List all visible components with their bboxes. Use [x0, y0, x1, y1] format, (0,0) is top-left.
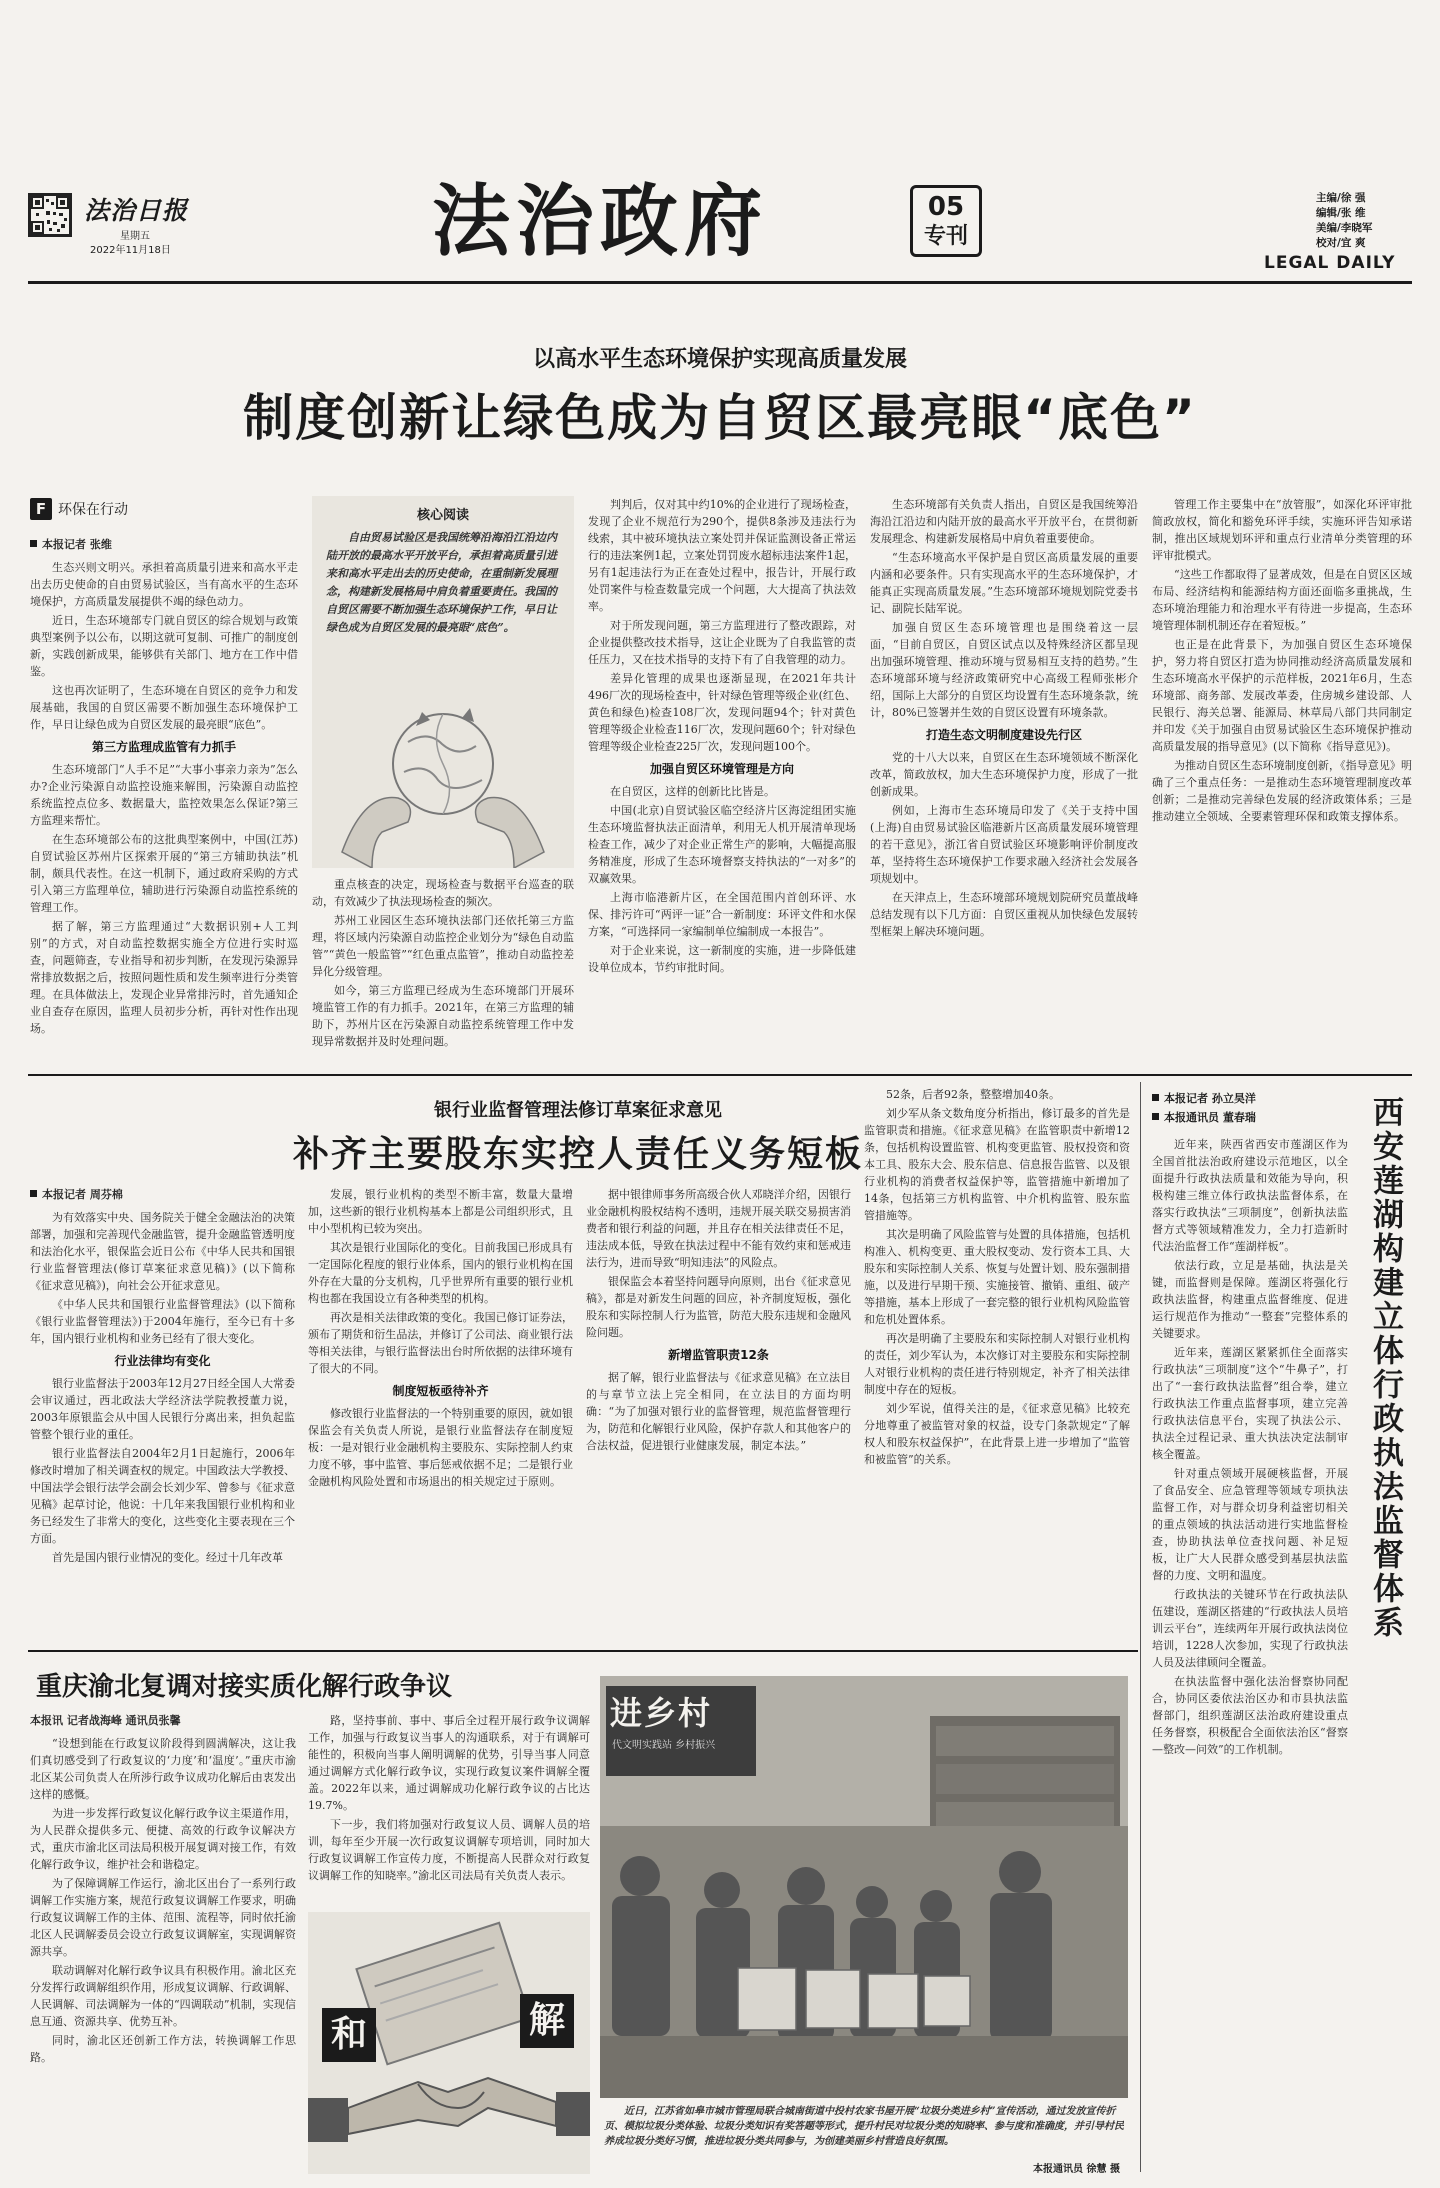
paragraph: 52条，后者92条，整整增加40条。	[886, 1088, 1060, 1101]
paragraph: 刘少军说，值得关注的是，《征求意见稿》比较充分地尊重了被监管对象的权益，设专门条款规定“了解权人和股东权益保护”，在此背景上进一步增加了“监管和被监管”的关系。	[864, 1402, 1130, 1466]
paragraph: 差异化管理的成果也逐渐显现，在2021年共计496厂次的现场检查中，针对绿色管理等级企业(红色、黄色和绿色)检查108厂次，发现问题94个；针对黄色管理等级企业检查116厂次，发现问题60个；针对绿色管理等级企业检查225厂次，发现问题100个。	[588, 672, 856, 753]
paragraph: 对于企业来说，这一新制度的实施，进一步降低建设单位成本，节约审批时间。	[588, 944, 856, 974]
paragraph: 重点核查的决定，现场检查与数据平台巡查的联动，有效减少了执法现场检查的频次。	[312, 878, 574, 908]
paragraph: 近年来，陕西省西安市莲湖区作为全国首批法治政府建设示范地区，以全面提升行政执法质量和效能为导向，积极构建三维立体行政执法监督体系，在落实行政执法“三项制度”，创新执法监督方式等领域精准发力，全力打造新时代法治监督工作“莲湖样板”。	[1152, 1138, 1348, 1253]
paragraph: 在执法监督中强化法治督察协同配合，协同区委依法治区办和市县执法监督部门，组织莲湖区法治政府建设重点任务督察，积极配合全面依法治区“督察—整改—问效”的工作机制。	[1152, 1675, 1348, 1756]
paragraph: 管理工作主要集中在“放管服”，如深化环评审批简政放权，简化和豁免环评手续，实施环评告知承诺制，推出区域规划环评和重点行业清单分类管理的环评审批模式。	[1152, 498, 1412, 562]
subheading: 行业法律均有变化	[114, 1354, 211, 1368]
paragraph: 修改银行业监督法的一个特别重要的原因，就如银保监会有关负责人所说，是银行业监督法存在制度短板：一是对银行业金融机构主要股东、实际控制人约束力度不够，事中监管、事后惩戒依据不足；二是银行业金融机构风险处置和市场退出的相关规定过于原则。	[308, 1407, 573, 1488]
issue-date: 2022年11月18日	[90, 245, 171, 256]
bank-kicker: 银行业监督管理法修订草案征求意见	[434, 1100, 722, 1121]
paragraph: 同时，渝北区还创新工作方法，转换调解工作思路。	[30, 2034, 296, 2064]
bank-byline: 本报记者 周芬棉	[30, 1186, 295, 1203]
subheading: 新增监管职责12条	[668, 1348, 769, 1362]
paragraph: 首先是国内银行业情况的变化。经过十几年改革	[52, 1551, 283, 1564]
hands-globe-illustration	[312, 672, 574, 868]
issue-weekday: 星期五	[120, 231, 150, 242]
chongqing-byline: 本报讯 记者战海峰 通讯员张馨	[30, 1714, 181, 1727]
lead-column-2	[312, 876, 574, 1064]
lead-column-1	[30, 536, 298, 1064]
chongqing-headline: 重庆渝北复调对接实质化解行政争议	[36, 1672, 453, 1702]
handshake-illustration	[308, 1912, 590, 2174]
paragraph: 据了解，银行业监督法与《征求意见稿》在立法目的与章节立法上完全相同，在立法目的方面均明确：“为了加强对银行业的监督管理，规范监督管理行为，防范和化解银行业风险，保护存款人和其他客户的合法权益，促进银行业健康发展，制定本法。”	[586, 1371, 851, 1452]
bank-column-1	[30, 1186, 295, 1638]
illustration-word-jie: 解	[520, 1994, 574, 2048]
photo-credit: 本报通讯员 徐慧 摄	[1033, 2164, 1120, 2175]
subheading: 第三方监理成监管有力抓手	[91, 740, 236, 754]
staff-list	[1316, 191, 1412, 251]
paragraph: 其次是明确了风险监管与处置的具体措施，包括机构准入、机构变更、重大股权变动、发行资本工具、大股东和实际控制人关系、恢复与处置计划、股东强制措施，以及进行早期干预、实施接管、撤销、重组、破产等措施，基本上形成了一套完整的银行业机构风险监管和危机处置体系。	[864, 1228, 1130, 1326]
paragraph: 《中华人民共和国银行业监督管理法》(以下简称《银行业监督管理法》)于2004年施行，至今已有十多年，国内银行业机构和业务已经有了很大变化。	[30, 1298, 295, 1345]
paper-logo: 法治日报	[84, 196, 189, 225]
column-label-text: 环保在行动	[58, 502, 128, 518]
paragraph: 为推动自贸区生态环境制度创新，《指导意见》明确了三个重点任务：一是推动生态环境管理制度改革创新；二是推动完善绿色发展的经济政策体系；三是推动建立全领域、全要素管理环保和政策支撑体系。	[1152, 759, 1412, 823]
english-name: LEGAL DAILY	[1264, 253, 1396, 273]
paragraph: 为了保障调解工作运行，渝北区出台了一系列行政调解工作实施方案，规范行政复议调解工作要求，明确行政复议调解工作的主体、范围、流程等，同时依托渝北区人民调解委员会设立行政复议调解室，实现调解资源共享。	[30, 1877, 296, 1958]
lead-column-4	[870, 496, 1138, 1064]
paragraph: 这也再次证明了，生态环境在自贸区的竞争力和发展基础，我国的自贸区需要不断加强生态环境保护工作，早日让绿色成为自贸区发展的最亮眼“底色”。	[30, 684, 298, 731]
paragraph: “设想到能在行政复议阶段得到圆满解决，这让我们真切感受到了行政复议的‘力度’和‘温度’。”重庆市渝北区某公司负责人在所涉行政争议成功化解后由衷发出这样的感慨。	[30, 1737, 296, 1801]
masthead-rule	[28, 281, 1412, 284]
paragraph: 生态兴则文明兴。承担着高质量引进来和高水平走出去历史使命的自由贸易试验区，当有高水平的生态环境保护，方高质量发展提供不竭的绿色动力。	[30, 561, 298, 608]
paragraph: 银行业监督法自2004年2月1日起施行，2006年修改时增加了相关调查权的规定。中国政法大学教授、中国法学会银行法学会副会长刘少军、曾参与《征求意见稿》起草讨论，他说：十几年来我国银行业机构和业务已经发生了非常大的变化，这些变化主要表现在三个方面。	[30, 1447, 295, 1545]
chongqing-column-1	[30, 1712, 296, 2174]
paragraph: 路，坚持事前、事中、事后全过程开展行政争议调解工作，加强与行政复议当事人的沟通联系，对于有调解可能性的，积极向当事人阐明调解的优势，引导当事人同意通过调解方式化解行政争议，实现行政复议案件调解全覆盖。2022年以来，通过调解成功化解行政争议的占比达19.7%。	[308, 1714, 590, 1812]
subheading: 加强自贸区环境管理是方向	[649, 762, 794, 776]
section-rule	[28, 1650, 1138, 1652]
paragraph: 依法行政，立足是基础，执法是关键，而监督则是保障。莲湖区将强化行政执法监督，构建重点监督维度、促进运行规范作为推动“一整套”完整体系的关键要求。	[1152, 1259, 1348, 1340]
paragraph: 判判后，仅对其中约10%的企业进行了现场检查，发现了企业不规范行为290个，提供8条涉及违法行为线索，其中被环境执法立案处罚并保证监测设备正常运行的违法案例1起，立案处罚罚废水超标违法案件1起，另有1起违法行为正在查处过程中，报告计，开展行政处罚案件与检查数量完成一个问题，大大提高了执法效率。	[588, 498, 856, 613]
qr-code-icon	[28, 193, 72, 237]
column-label-icon: F	[30, 498, 52, 520]
paragraph: 生态环境部有关负责人指出，自贸区是我国统筹沿海沿江沿边和内陆开放的最高水平开放平台，在贯彻新发展理念、构建新发展格局中肩负着重要使命。	[870, 498, 1138, 545]
core-reading-box	[312, 496, 574, 868]
illustration-word-he: 和	[322, 2008, 376, 2062]
paragraph: 下一步，我们将加强对行政复议人员、调解人员的培训，每年至少开展一次行政复议调解专项培训，同时加大行政复议调解工作宣传力度，不断提高人民群众对行政复议调解工作的知晓率。”渝北区司法局有关负责人表示。	[308, 1818, 590, 1882]
paragraph: “生态环境高水平保护是自贸区高质量发展的重要内涵和必要条件。只有实现高水平的生态环境保护，才能真正实现高质量发展。”生态环境部环境规划院党委书记、副院长陆军说。	[870, 551, 1138, 615]
staff-editor-in-chief: 主编/徐 强	[1316, 192, 1366, 204]
staff-proofreader: 校对/宜 爽	[1316, 237, 1366, 249]
xian-vertical-headline: 西安莲湖构建立体行政执法监督体系	[1367, 1096, 1403, 1640]
paragraph: 为进一步发挥行政复议化解行政争议主渠道作用，为人民群众提供多元、便捷、高效的行政争议解决方式，重庆市渝北区司法局积极开展复调对接工作，有效化解行政争议，维护社会和谐稳定。	[30, 1807, 296, 1871]
photo-banner: 进乡村	[610, 1694, 713, 1732]
xian-bylines	[1152, 1090, 1312, 1131]
paragraph: 在天津点上，生态环境部环境规划院研究员董战峰总结发现有以下几方面：自贸区重视从加快绿色发展转型框架上解决环境问题。	[870, 891, 1138, 938]
paragraph: 行政执法的关键环节在行政执法队伍建设，莲湖区搭建的“行政执法人员培训云平台”，连续两年开展行政执法岗位培训，1228人次参加，实现了行政执法人员及法律顾问全覆盖。	[1152, 1588, 1348, 1669]
column-divider	[1140, 1082, 1141, 2172]
paragraph: 再次是明确了主要股东和实际控制人对银行业机构的责任，刘少军认为，本次修订对主要股东和实际控制人对银行业机构的责任进行特别规定，补齐了相关法律制度中存在的短板。	[864, 1332, 1130, 1396]
paragraph: 发展，银行业机构的类型不断丰富，数量大量增加，这些新的银行业机构基本上都是公司组织形式，且中小型机构已较为突出。	[308, 1188, 573, 1235]
xian-column	[1152, 1136, 1348, 2176]
staff-art-editor: 美编/李晓军	[1316, 222, 1373, 234]
bank-column-3	[586, 1186, 851, 1638]
core-reading-title: 核心阅读	[416, 508, 469, 523]
paragraph: 刘少军从条文数角度分析指出，修订最多的首先是监管职责和措施。《征求意见稿》在监管职责中新增12条，包括机构设置监管、机构变更监管、股权投资和资本工具、股东大会、股东信息、信息报告监管、以及银行业机构的消费者权益保护等，监管措施中新增加了14条，包括第三方机构监管、中介机构监管、股东监管措施等。	[864, 1107, 1130, 1222]
paragraph: 生态环境部门“人手不足”“大事小事亲力亲为”怎么办?企业污染源自动监控设施来解围，污染源自动监控系统监控点位多、数据量大，监控效果怎么保证?第三方监理来帮忙。	[30, 763, 298, 827]
paragraph: 也正是在此背景下，为加强自贸区生态环境保护，努力将自贸区打造为协同推动经济高质量发展和生态环境高水平保护的示范样板，2021年6月，生态环境部、商务部、发展改革委，住房城乡建设部、人民银行、海关总署、能源局、林草局八部门共同制定并印发《关于加强自由贸易试验区生态环境保护推动高质量发展的指导意见》(以下简称《指导意见》)。	[1152, 638, 1412, 753]
xian-byline-1: 本报记者 孙立昊洋	[1152, 1090, 1312, 1106]
paragraph: 针对重点领域开展硬核监督，开展了食品安全、应急管理等领域专项执法监督工作，对与群众切身利益密切相关的重点领域的执法活动进行实地监督检查，协助执法单位查找问题、补足短板，让广大人民群众感受到基层执法监督的力度、文明和温度。	[1152, 1467, 1348, 1582]
lead-column-5	[1152, 496, 1412, 1064]
lead-column-3	[588, 496, 856, 1064]
paragraph: 联动调解对化解行政争议具有积极作用。渝北区充分发挥行政调解组织作用，形成复议调解、行政调解、人民调解、司法调解为一体的“四调联动”机制，实现信息互通、资源共享、优势互补。	[30, 1964, 296, 2028]
lead-headline: 制度创新让绿色成为自贸区最亮眼“底色”	[243, 389, 1197, 447]
paragraph: 据中银律师事务所高级合伙人邓晓洋介绍，因银行业金融机构股权结构不透明，违规开展关联交易损害消费者和银行利益的问题，并且存在相关法律责任不足，违法成本低，导致在执法过程中不能有效约束和惩戒违法行为，进而导致“明知违法”的风险点。	[586, 1188, 851, 1269]
paragraph: 近年来，莲湖区紧紧抓住全面落实行政执法“三项制度”这个“牛鼻子”，打出了“一套行政执法监督”组合拳，建立行政执法工作重点监督事项，建立完善行政执法信息平台，实现了执法公示、执法全过程记录、重大执法决定法制审核全覆盖。	[1152, 1346, 1348, 1461]
staff-editor: 编辑/张 维	[1316, 207, 1366, 219]
bank-column-2	[308, 1186, 573, 1638]
paragraph: 银保监会本着坚持问题导向原则，出台《征求意见稿》，都是对新发生问题的回应，补齐制度短板，强化股东和实际控制人行为监管，防范大股东违规和金融风险问题。	[586, 1275, 851, 1339]
page-type: 专刊	[923, 224, 968, 249]
photo-banner-sub: 代文明实践站 乡村振兴	[612, 1740, 716, 1751]
page-number-box	[910, 185, 982, 257]
chongqing-column-2	[308, 1712, 590, 1902]
page-number: 05	[927, 192, 965, 222]
section-rule	[28, 1074, 1412, 1076]
paragraph: 在生态环境部公布的这批典型案例中，中国(江苏)自贸试验区苏州片区探索开展的“第三方辅助执法”机制，颇具代表性。在这一机制下，通过政府采购的方式引入第三方监理单位，辅助进行污染源自动监控系统的管理工作。	[30, 833, 298, 914]
paragraph: 苏州工业园区生态环境执法部门还依托第三方监理，将区域内污染源自动监控企业划分为“绿色自动监管”“黄色一般监管”“红色重点监管”，推动自动监控差异化分级管理。	[312, 914, 574, 978]
paragraph: 再次是相关法律政策的变化。我国已修订证券法，颁布了期货和衍生品法，并修订了公司法、商业银行法等相关法律，与银行监督法出台时所依据的法律环境有了很大的不同。	[308, 1311, 573, 1375]
news-photo	[600, 1676, 1128, 2098]
paragraph: 例如，上海市生态环境局印发了《关于支持中国(上海)自由贸易试验区临港新片区高质量发展环境管理的若干意见》，浙江省自贸试验区环境影响评价制度改革，坚持将生态环境保护工作要求融入经济社会发展各项规划中。	[870, 804, 1138, 885]
paragraph: 中国(北京)自贸试验区临空经济片区海淀组团实施生态环境监督执法正面清单，利用无人机开展清单现场检查工作，减少了对企业正常生产的影响，大幅提高服务精准度，形成了生态环境督察支持执法的“一对多”的双赢效果。	[588, 804, 856, 885]
paragraph: 银行业监督法于2003年12月27日经全国人大常委会审议通过，西北政法大学经济法学院教授董力说，2003年原银监会从中国人民银行分离出来，担负起监管整个银行业的重任。	[30, 1377, 295, 1441]
bank-column-4	[864, 1086, 1130, 1638]
section-title: 法治政府	[432, 177, 769, 267]
core-reading-text: 自由贸易试验区是我国统筹沿海沿江沿边内陆开放的最高水平开放平台，承担着高质量引进来和高水平走出去的历史使命，在重制新发展理念，构建新发展格局中肩负着重要责任。我国的自贸区需要不断加强生态环境保护工作，早日让绿色成为自贸区发展的最亮眼“底色”。	[326, 531, 557, 634]
paragraph: 近日，生态环境部专门就自贸区的综合规划与政策典型案例予以公布，以期这就可复制、可推广的制度创新，实践创新成果，能够供有关部门、地方在工作中借鉴。	[30, 614, 298, 678]
masthead	[28, 177, 1412, 275]
paragraph: 为有效落实中央、国务院关于健全金融法治的决策部署，加强和完善现代金融监管，提升金融监管透明度和法治化水平，银保监会近日公布《中华人民共和国银行业监督管理法(修订草案征求意见稿)》(以下简称《征求意见稿》)，向社会公开征求意见。	[30, 1211, 295, 1292]
paragraph: 据了解，第三方监理通过“大数据识别+人工判别”的方式，对自动监控数据实施全方位进行实时巡查，问题筛查，专业指导和初步判断，在发现污染源异常排放数据之后，按照问题性质和发生频率进行分类管理。在具体做法上，发现企业异常排污时，首先通知企业自查存在原因，监理人员初步分析，再针对性作出现场。	[30, 920, 298, 1035]
paragraph: 如今，第三方监理已经成为生态环境部门开展环境监管工作的有力抓手。2021年，在第三方监理的辅助下，苏州片区在污染源自动监控系统管理工作中发现异常数据并及时处理问题。	[312, 984, 574, 1048]
column-label	[30, 498, 128, 520]
subheading: 制度短板亟待补齐	[392, 1384, 489, 1398]
bank-headline: 补齐主要股东实控人责任义务短板	[292, 1134, 863, 1175]
paragraph: 对于所发现问题，第三方监理进行了整改跟踪，对企业提供整改技术指导，这让企业既为了自我监管的责任压力，又在技术指导的支持下有了自我管理的动力。	[588, 619, 856, 666]
photo-caption: 近日，江苏省如皋市城市管理局联合城南街道中投村农家书屋开展“垃圾分类进乡村”宣传活动，通过发放宣传折页、模拟垃圾分类体验、垃圾分类知识有奖答题等形式，提升村民对垃圾分类的知晓率、参与度和准确度，并引导村民养成垃圾分类好习惯，推进垃圾分类共同参与，为创建美丽乡村营造良好氛围。	[604, 2106, 1124, 2147]
paragraph: “这些工作都取得了显著成效，但是在自贸区区域布局、经济结构和能源结构方面还面临多重挑战，生态环境治理能力和治理水平有待进一步提高，生态环境管理体制机制还存在着短板。”	[1152, 568, 1412, 632]
paragraph: 在自贸区，这样的创新比比皆是。	[610, 785, 775, 798]
paragraph: 上海市临港新片区，在全国范围内首创环评、水保、排污许可“两评一证”合一新制度：环评文件和水保方案，“可选择同一家编制单位编制成一本报告”。	[588, 891, 856, 938]
paragraph: 党的十八大以来，自贸区在生态环境领域不断深化改革，简政放权，加大生态环境保护力度，形成了一批创新成果。	[870, 751, 1138, 798]
xian-byline-2: 本报通讯员 董春瑞	[1152, 1109, 1312, 1125]
paragraph: 其次是银行业国际化的变化。目前我国已形成具有一定国际化程度的银行业体系，国内的银行业机构在国外存在大量的分支机构，几乎世界所有重要的银行业机构也都在我国设立有各种类型的机构。	[308, 1241, 573, 1305]
lead-byline: 本报记者 张维	[30, 536, 298, 553]
subheading: 打造生态文明制度建设先行区	[925, 728, 1082, 742]
paragraph: 加强自贸区生态环境管理也是围绕着这一层面，“目前自贸区，自贸区试点以及特殊经济区都呈现出加强环境管理、推动环境与贸易相互支持的趋势。”生态环境部环境与经济政策研究中心高级工程师张彬介绍，国际上大部分的自贸区均设置有生态环境条款，统计，80%已签署并生效的自贸区设置有环境条款。	[870, 621, 1138, 719]
lead-kicker: 以高水平生态环境保护实现高质量发展	[532, 347, 907, 372]
